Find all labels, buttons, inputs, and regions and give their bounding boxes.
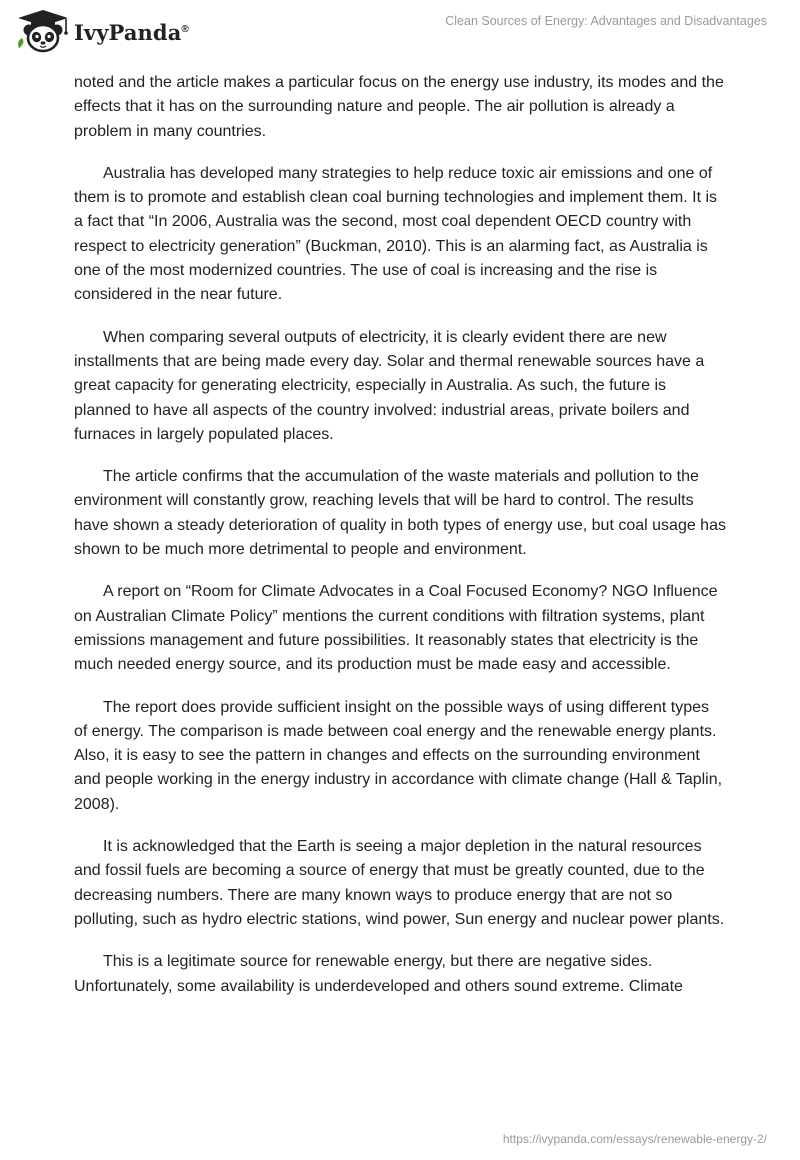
- brand-name: IvyPanda®: [74, 19, 189, 45]
- page-header: [0, 0, 800, 60]
- paragraph: Australia has developed many strategies to help reduce toxic air emissions and one of them is to promote and establish clean coal burning technologies and implement them. It is a fact that “In 2006, Australia was the second, most coal dependent OECD country with respect to electricity generation” (Buckman, 2010). This is an alarming fact, as Australia is one of the most modernized countries. The use of coal is increasing and the rise is considered in the near future.: [74, 164, 718, 304]
- paragraph: The report does provide sufficient insight on the possible ways of using different types of energy. The comparison is made between coal energy and the renewable energy plants. Also, it is easy to see the pattern in changes and effects on the surrounding environment and people working in the energy industry in accordance with climate change (Hall & Taplin, 2008).: [74, 698, 723, 813]
- registered-mark: ®: [181, 23, 189, 35]
- paragraph: noted and the article makes a particular focus on the energy use industry, its modes and the effects that it has on the surrounding nature and people. The air pollution is already a problem in many countries.: [74, 74, 724, 140]
- essay-body: [74, 71, 726, 1017]
- paragraph: When comparing several outputs of electricity, it is clearly evident there are new installments that are being made every day. Solar and thermal renewable sources have a great capacity for generating electricity, especially in Australia. As such, the future is planned to have all aspects of the country involved: industrial areas, private boilers and furnaces in largely populated places.: [74, 328, 705, 443]
- panda-graduate-icon: [14, 8, 72, 54]
- paragraph: The article confirms that the accumulation of the waste materials and pollution to the environment will constantly grow, reaching levels that will be hard to control. The results have shown a steady deterioration of quality in both types of energy use, but coal usage has shown to be much more detrimental to people and environment.: [74, 468, 726, 559]
- paragraph: This is a legitimate source for renewable energy, but there are negative sides. Unfortunately, some availability is underdeveloped and others sound extreme. Climate: [74, 953, 683, 995]
- paragraph: It is acknowledged that the Earth is seeing a major depletion in the natural resources and fossil fuels are becoming a source of energy that must be greatly counted, due to the decreasing numbers. There are many known ways to produce energy that are not so polluting, such as hydro electric stations, wind power, Sun energy and nuclear power plants.: [74, 838, 725, 928]
- document-title: Clean Sources of Energy: Advantages and Disadvantages: [445, 14, 767, 28]
- brand-logo[interactable]: [14, 8, 189, 54]
- paragraph: A report on “Room for Climate Advocates in a Coal Focused Economy? NGO Influence on Australian Climate Policy” mentions the current conditions with filtration systems, plant emissions management and future possibilities. It reasonably states that electricity is the much needed energy source, and its production must be made easy and accessible.: [74, 583, 718, 674]
- source-url[interactable]: https://ivypanda.com/essays/renewable-energy-2/: [502, 1132, 767, 1146]
